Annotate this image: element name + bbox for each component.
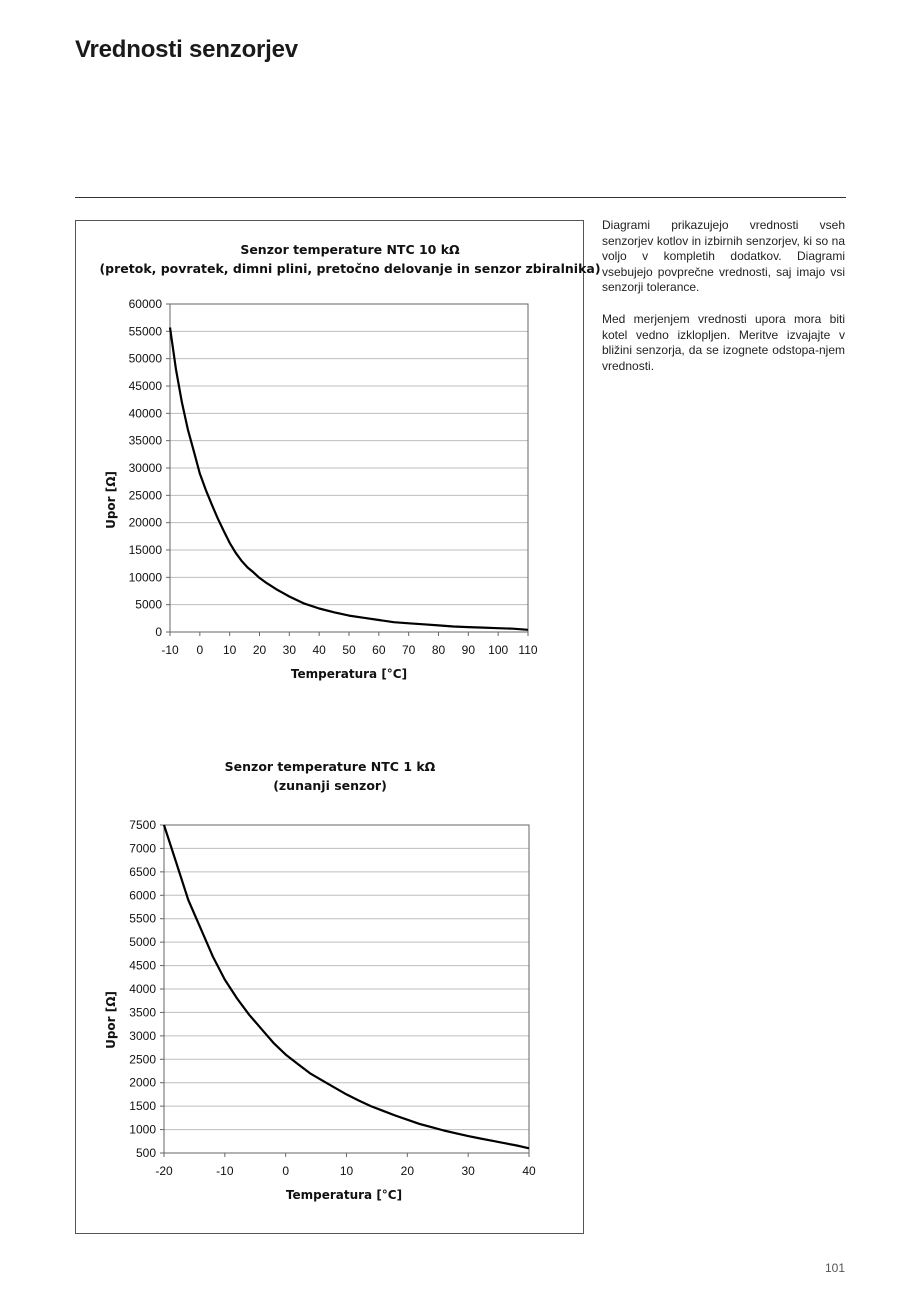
y-tick-label: 30000 (128, 461, 162, 475)
x-tick-label: 50 (342, 643, 356, 657)
y-tick-label: 7500 (129, 818, 156, 832)
x-tick-label: -10 (161, 643, 179, 657)
x-axis-label: Temperatura [°C] (285, 1188, 403, 1202)
y-tick-label: 1500 (129, 1099, 156, 1114)
y-tick-label: 35000 (128, 433, 162, 448)
y-tick-label: 5000 (135, 597, 162, 612)
y-tick-label: 45000 (128, 379, 162, 393)
y-tick-label: 55000 (128, 324, 162, 339)
chart-title: Senzor temperature NTC 10 kΩ (240, 242, 460, 257)
y-tick-label: 2500 (129, 1052, 156, 1067)
x-tick-label: 100 (488, 643, 509, 657)
x-tick-label: 0 (196, 643, 204, 657)
x-tick-label: -10 (216, 1164, 234, 1178)
chart-title: Senzor temperature NTC 1 kΩ (224, 759, 436, 774)
y-tick-label: 60000 (128, 297, 162, 311)
x-tick-label: 70 (401, 643, 416, 657)
y-tick-label: 3000 (129, 1028, 156, 1043)
description-text (602, 218, 845, 390)
y-tick-label: 4500 (129, 958, 156, 973)
x-tick-label: 10 (339, 1164, 354, 1178)
page-number: 101 (824, 1261, 845, 1275)
x-tick-label: 20 (252, 643, 267, 657)
y-tick-label: 5500 (129, 911, 156, 926)
x-tick-label: 30 (461, 1164, 475, 1178)
x-tick-label: 110 (518, 643, 538, 657)
chart-subtitle: (zunanji senzor) (273, 778, 387, 793)
x-tick-label: 90 (461, 643, 476, 657)
x-tick-label: 0 (282, 1164, 290, 1178)
y-tick-label: 3500 (129, 1005, 156, 1020)
y-tick-label: 6500 (129, 864, 156, 879)
y-tick-label: 40000 (128, 406, 162, 421)
x-tick-label: 30 (282, 643, 297, 657)
description-paragraph: Med merjenjem vrednosti upora mora biti kotel vedno izklopljen. Meritve izvajajte v bližini senzorja, da se izognete odstopa-njem vrednosti. (602, 311, 845, 373)
y-tick-label: 0 (155, 625, 162, 639)
y-tick-label: 2000 (129, 1075, 156, 1090)
page-title: Vrednosti senzorjev (75, 36, 298, 63)
series-line (164, 825, 529, 1148)
chart-subtitle: (pretok, povratek, dimni plini, pretočno delovanje in senzor zbiralnika) (99, 261, 601, 276)
y-tick-label: 6000 (129, 888, 156, 903)
y-tick-label: 4000 (129, 982, 156, 996)
y-axis-label: Upor [Ω] (104, 471, 118, 529)
x-tick-label: 80 (431, 643, 446, 657)
description-paragraph: Diagrami prikazujejo vrednosti vseh senzorjev kotlov in izbirnih senzorjev, ki so na voljo v kompletih dodatkov. Diagrami vsebujejo povprečne vrednosti, saj imajo vsi senzorji tolerance. (602, 218, 845, 295)
y-tick-label: 25000 (128, 488, 162, 503)
x-tick-label: 60 (372, 643, 386, 657)
x-tick-label: 20 (400, 1164, 415, 1178)
y-tick-label: 15000 (128, 543, 162, 557)
y-tick-label: 500 (135, 1146, 156, 1160)
y-tick-label: 7000 (129, 841, 156, 856)
y-tick-label: 20000 (128, 515, 162, 530)
y-tick-label: 1000 (129, 1122, 156, 1137)
x-axis-label: Temperatura [°C] (290, 667, 408, 681)
x-tick-label: 40 (522, 1164, 536, 1178)
y-tick-label: 5000 (129, 935, 156, 950)
x-tick-label: 40 (312, 643, 326, 657)
y-axis-label: Upor [Ω] (104, 991, 118, 1049)
x-tick-label: -20 (155, 1164, 173, 1178)
y-tick-label: 50000 (128, 351, 162, 366)
x-tick-label: 10 (222, 643, 237, 657)
y-tick-label: 10000 (128, 570, 162, 585)
